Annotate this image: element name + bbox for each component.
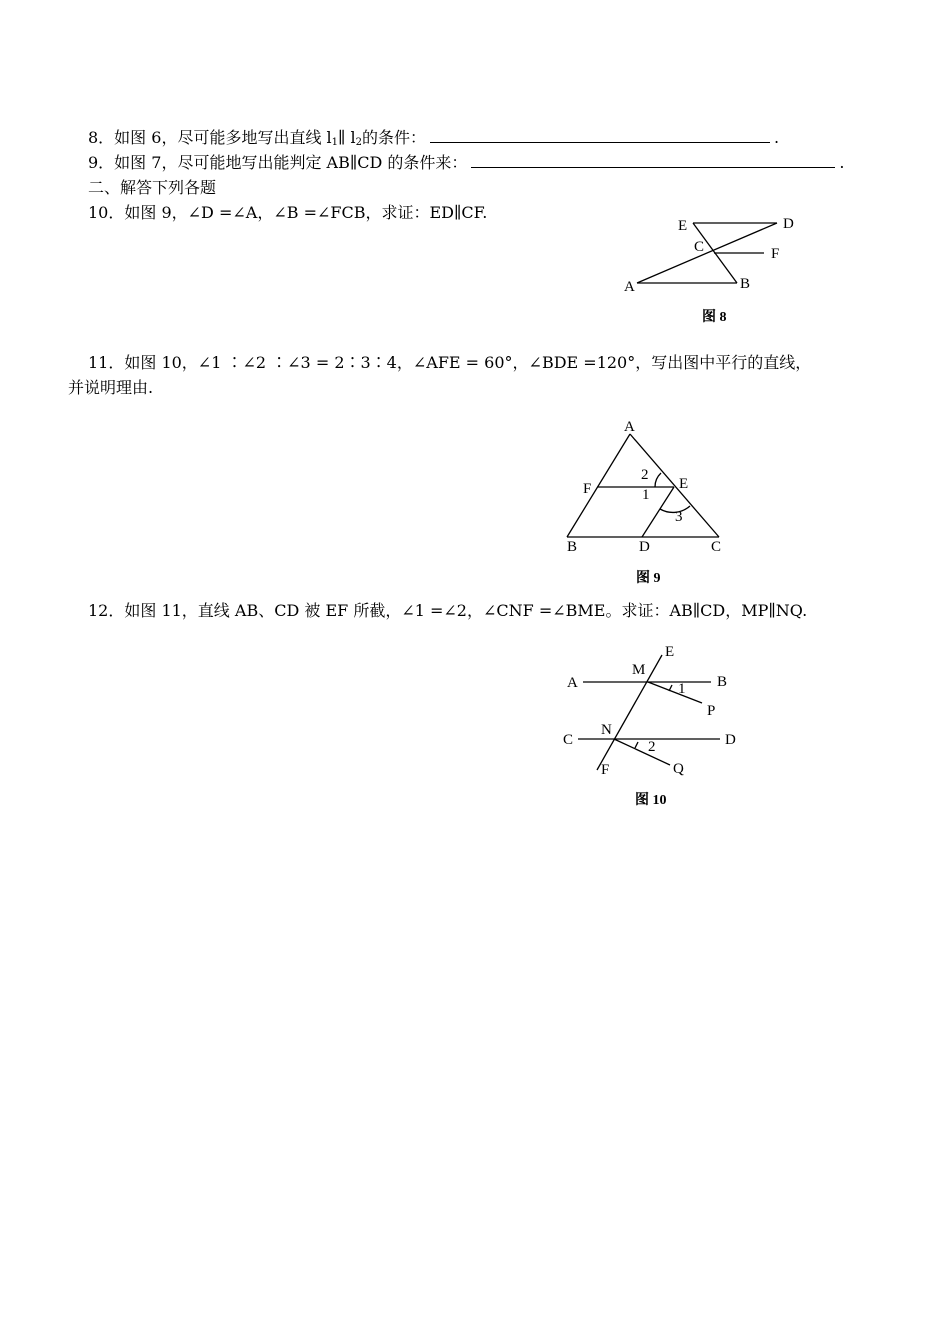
- fig9-angle-1: 1: [642, 487, 650, 503]
- fig9-label-b: B: [567, 539, 578, 555]
- question-12: 12．如图 11，直线 AB、CD 被 EF 所截，∠1 =∠2，∠CNF =∠BME。求证：AB∥CD，MP∥NQ.: [88, 601, 808, 620]
- fig8-label-c: C: [694, 239, 705, 255]
- question-11-cont: 并说明理由.: [68, 378, 154, 397]
- fig10-angle-1: 1: [678, 681, 686, 697]
- fig9-label-e: E: [679, 476, 689, 492]
- fig9-label-d: D: [639, 539, 650, 555]
- fig9-label-a: A: [624, 419, 635, 435]
- fig10-label-a: A: [567, 675, 578, 691]
- fig10-label-c: C: [563, 732, 574, 748]
- figure-9-drawing: [550, 412, 750, 592]
- fig9-label-f: F: [583, 481, 592, 497]
- figure-10-caption: 图 10: [635, 793, 667, 808]
- fig8-label-d: D: [783, 216, 794, 232]
- fig10-label-d: D: [725, 732, 736, 748]
- figure-8-drawing: [610, 210, 810, 330]
- fig8-label-e: E: [678, 218, 688, 234]
- fig10-label-n: N: [601, 722, 612, 738]
- section-heading: 二、解答下列各题: [88, 178, 217, 197]
- figure-9: [550, 412, 750, 592]
- question-11: 11．如图 10，∠1 ∶∠2 ∶∠3 = 2∶3∶4，∠AFE = 60°，∠BDE =120°，写出图中平行的直线，: [88, 353, 812, 372]
- fig10-label-b: B: [717, 674, 728, 690]
- question-9: 9．如图 7，尽可能地写出能判定 AB∥CD 的条件来： .: [88, 153, 845, 172]
- figure-8: [610, 210, 810, 330]
- fig9-label-c: C: [711, 539, 722, 555]
- fig8-label-b: B: [740, 276, 751, 292]
- fig10-label-e: E: [665, 644, 675, 660]
- fig8-label-a: A: [624, 279, 635, 295]
- figure-10: [555, 640, 755, 810]
- answer-blank-8[interactable]: [430, 128, 770, 143]
- question-8: 8．如图 6，尽可能多地写出直线 $l_1\parallel$ $l_2$的条件： .: [88, 128, 780, 148]
- fig8-label-f: F: [771, 246, 780, 262]
- fig10-label-q: Q: [673, 761, 684, 777]
- answer-blank-9[interactable]: [471, 153, 835, 168]
- fig10-label-f: F: [601, 762, 610, 778]
- fig10-label-m: M: [632, 662, 646, 678]
- figure-10-drawing: [555, 640, 755, 810]
- fig9-angle-3: 3: [675, 509, 683, 525]
- fig10-angle-2: 2: [648, 739, 656, 755]
- question-10: 10．如图 9，∠D =∠A，∠B =∠FCB，求证：ED∥CF.: [88, 203, 488, 222]
- fig10-label-p: P: [707, 703, 716, 719]
- figure-8-caption: 图 8: [702, 310, 727, 325]
- figure-9-caption: 图 9: [636, 571, 661, 586]
- fig9-angle-2: 2: [641, 467, 649, 483]
